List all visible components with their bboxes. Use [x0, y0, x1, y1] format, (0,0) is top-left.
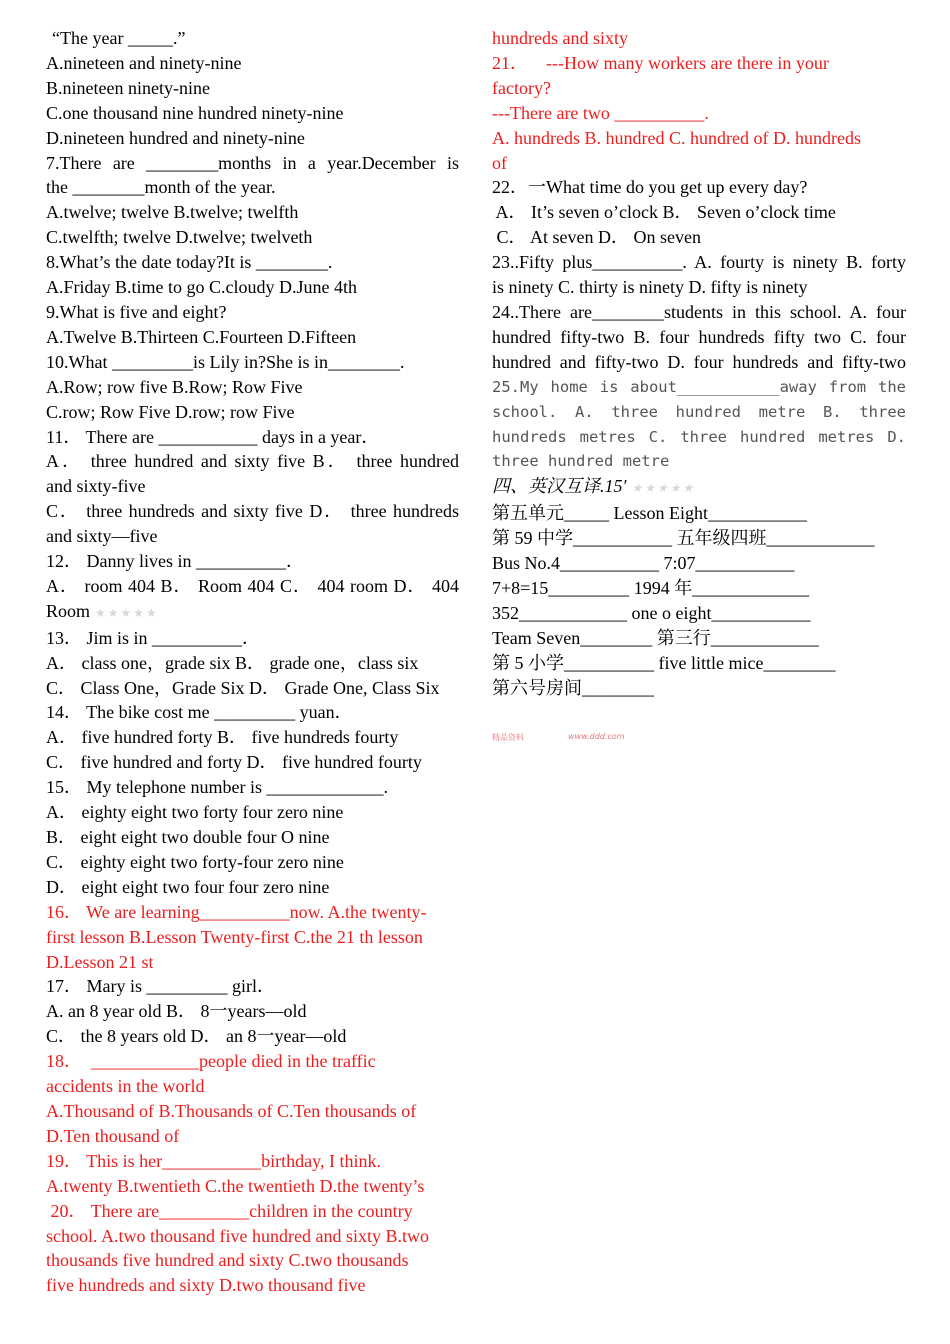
- left-text-line: 13． Jim is in __________．: [46, 627, 261, 648]
- left-text-line: first lesson B.Lesson Twenty-first C.the 21 th lesson: [46, 926, 423, 947]
- left-text-line: C． Class One，Grade Six D． Grade One, Class Six: [46, 677, 440, 698]
- right-text-line: hundreds and sixty: [492, 28, 628, 48]
- left-column: [46, 26, 459, 1298]
- left-text-line: five hundreds and sixty D.two thousand five: [46, 1275, 366, 1296]
- left-text-line: thousands five hundred and sixty C.two thousands: [46, 1250, 409, 1271]
- left-text-line: D.nineteen hundred and ninety-nine: [46, 127, 305, 148]
- left-text-line: and sixty—five: [46, 526, 158, 547]
- right-text-line: C． At seven D． On seven: [492, 227, 701, 248]
- left-text-line: D． eight eight two four four zero nine: [46, 876, 330, 897]
- left-text-line: C． five hundred and forty D． five hundred fourty: [46, 752, 422, 773]
- left-text-line: A.Twelve B.Thirteen C.Fourteen D.Fifteen: [46, 326, 357, 347]
- left-text-line: A.nineteen and ninety-nine: [46, 52, 242, 73]
- left-text-line: Room ★★★★★: [46, 600, 159, 621]
- left-text-line: accidents in the world: [46, 1076, 205, 1097]
- left-text-line: school. A.two thousand five hundred and sixty B.two: [46, 1225, 429, 1246]
- right-text-line: A． It’s seven o’clock B． Seven o’clock time: [492, 202, 836, 223]
- left-text-line: 20． There are__________children in the country: [46, 1200, 413, 1221]
- left-text-line: A.Thousand of B.Thousands of C.Ten thousands of: [46, 1100, 417, 1121]
- left-text-line: 11． There are ___________ days in a year．: [46, 426, 380, 447]
- footer-mark-right: www.ddd.com: [568, 732, 625, 741]
- left-text-line: C． three hundreds and sixty five D． three hundreds: [46, 501, 459, 522]
- left-text-line: A． room 404 B． Room 404 C． 404 room D． 404: [46, 575, 459, 596]
- footer-mark-left: 精品资料: [492, 733, 524, 742]
- left-text-line: 9.What is five and eight?: [46, 301, 227, 322]
- left-text-line: A． three hundred and sixty five B． three hundred: [46, 451, 459, 472]
- left-text-line: the ________month of the year.: [46, 177, 276, 198]
- left-text-line: D.Ten thousand of: [46, 1125, 180, 1146]
- right-text-line: hundreds metres C. three hundred metres D.: [492, 427, 906, 446]
- right-text-line: 352____________ one o eight___________: [492, 602, 811, 623]
- left-text-line: A.Friday B.time to go C.cloudy D.June 4th: [46, 277, 357, 298]
- right-text-line: factory?: [492, 77, 551, 98]
- left-text-line: 17． Mary is _________ girl．: [46, 976, 275, 997]
- left-text-line: C.row; Row Five D.row; row Five: [46, 401, 295, 422]
- watermark-stars: ★★★★★: [626, 481, 696, 496]
- left-text-line: B． eight eight two double four O nine: [46, 827, 330, 847]
- right-text-line: of: [492, 152, 507, 173]
- left-text-line: A． five hundred forty B． five hundreds fourty: [46, 727, 399, 748]
- left-text-line: C.one thousand nine hundred ninety-nine: [46, 102, 344, 123]
- right-column: [492, 26, 906, 700]
- left-text-line: 16． We are learning__________now. A.the twenty-: [46, 901, 427, 922]
- left-text-line: A.twelve; twelve B.twelve; twelfth: [46, 202, 299, 223]
- left-text-line: 19． This is her___________birthday, I think.: [46, 1150, 381, 1171]
- right-text-line: 24..There are________students in this school. A. four: [492, 301, 906, 322]
- left-text-line: 18． ____________people died in the traffic: [46, 1051, 376, 1072]
- left-text-line: “The year _____.”: [52, 28, 186, 48]
- right-text-line: 第五单元_____ Lesson Eight___________: [492, 503, 807, 524]
- left-text-line: 14． The bike cost me _________ yuan．: [46, 702, 353, 723]
- left-text-line: 7.There are ________months in a year.December is: [46, 152, 459, 173]
- left-text-line: D.Lesson 21 st: [46, 951, 154, 972]
- left-text-line: A.twenty B.twentieth C.the twentieth D.the twenty’s: [46, 1175, 425, 1196]
- right-text-line: A. hundreds B. hundred C. hundred of D. hundreds: [492, 127, 861, 148]
- left-text-line: 10.What _________is Lily in?She is in________.: [46, 351, 405, 372]
- left-text-line: A. an 8 year old B． 8一years—old: [46, 1001, 307, 1022]
- left-text-line: C． eighty eight two forty-four zero nine: [46, 851, 344, 872]
- left-text-line: 8.What’s the date today?It is ________.: [46, 252, 333, 273]
- right-text-line: 第 5 小学__________ five little mice________: [492, 652, 836, 673]
- left-text-line: A． eighty eight two forty four zero nine: [46, 802, 344, 823]
- right-text-line: ---There are two __________.: [492, 102, 709, 123]
- right-text-line: 7+8=15_________ 1994 年_____________: [492, 577, 810, 598]
- right-text-line: Bus No.4___________ 7:07___________: [492, 553, 795, 574]
- right-text-line: 23..Fifty plus__________. A. fourty is ninety B. forty: [492, 252, 906, 273]
- left-text-line: C.twelfth; twelve D.twelve; twelveth: [46, 227, 313, 248]
- left-text-line: C． the 8 years old D． an 8一year—old: [46, 1026, 347, 1047]
- right-text-line: 第 59 中学___________ 五年级四班____________: [492, 528, 875, 549]
- right-text-line: 21． ---How many workers are there in your: [492, 52, 829, 73]
- right-text-line: 第六号房间________: [492, 677, 654, 698]
- left-text-line: A.Row; row five B.Row; Row Five: [46, 376, 303, 397]
- left-text-line: A． class one，grade six B． grade one，class six: [46, 652, 419, 673]
- right-text-line: hundred fifty-two B. four hundreds fifty two C. four: [492, 326, 906, 347]
- right-text-line: 25.My home is about___________away from the: [492, 377, 906, 396]
- right-text-line: 22．一What time do you get up every day?: [492, 177, 808, 198]
- right-text-line: hundred and fifty-two D. four hundreds and fifty-two: [492, 351, 906, 372]
- right-text-line: school. A. three hundred metre B. three: [492, 402, 906, 421]
- right-text-line: is ninety C. thirty is ninety D. fifty is ninety: [492, 277, 808, 298]
- right-text-line: three hundred metre: [492, 452, 670, 471]
- left-text-line: 12． Danny lives in __________．: [46, 551, 304, 572]
- watermark-stars: ★★★★★: [90, 605, 159, 620]
- right-text-line: Team Seven________ 第三行____________: [492, 627, 819, 648]
- right-text-line: 四、英汉互译.15′ ★★★★★: [492, 476, 696, 497]
- left-text-line: and sixty-five: [46, 476, 146, 497]
- left-text-line: B.nineteen ninety-nine: [46, 77, 210, 98]
- left-text-line: 15． My telephone number is _____________.: [46, 777, 388, 798]
